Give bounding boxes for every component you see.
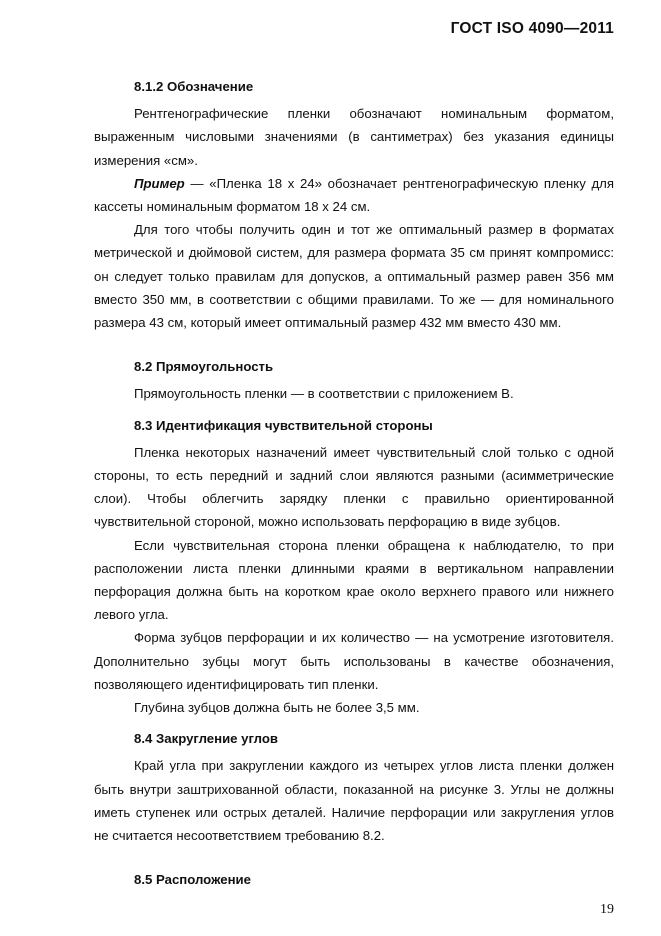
section-heading-8-1-2: 8.1.2 Обозначение — [134, 79, 254, 94]
document-body — [94, 75, 614, 892]
example-text: — «Пленка 18 х 24» обозначает рентгенографическую пленку для кассеты номинальным форматом 18 х 24 см. — [94, 175, 614, 215]
section-heading-8-3: 8.3 Идентификация чувствительной стороны — [134, 417, 433, 433]
paragraph-example — [94, 172, 614, 218]
page-number: 19 — [600, 902, 614, 917]
paragraph-rectangularity: Прямоугольность пленки — в соответствии с приложением В. — [134, 386, 514, 402]
paragraph-corner-rounding: Край угла при закруглении каждого из четырех углов листа пленки должен быть внутри заштрихованной области, показанной на рисунке 3. Углы не должны иметь ступенек или острых деталей. Наличие перфорации или закругления углов не считается несоответствием требованию 8.2. — [94, 758, 614, 844]
document-code-header: ГОСТ ISO 4090—2011 — [450, 20, 614, 37]
paragraph-compromise: Для того чтобы получить один и тот же оптимальный размер в форматах метрической и дюймовой систем, для размера формата 35 см принят компромисс: он следует только правилам для допусков, а оптимальный размер равен 356 мм вместо 350 мм, в соответствии с общими правилами. То же — для номинального размера 43 см, который имеет оптимальный размер 432 мм вместо 430 мм. — [94, 222, 614, 331]
section-heading-8-5: 8.5 Расположение — [134, 872, 251, 888]
section-heading-8-4: 8.4 Закругление углов — [134, 731, 279, 747]
example-label: Пример — [134, 175, 185, 191]
paragraph-perforation-position: Если чувствительная сторона пленки обращена к наблюдателю, то при расположении листа пленки длинными краями в вертикальном направлении перфорация должна быть на коротком крае около верхнего правого или нижнего левого угла. — [94, 537, 614, 623]
paragraph-perforation-shape: Форма зубцов перфорации и их количество — на усмотрение изготовителя. Дополнительно зубцы могут быть использованы в качестве обозначения, позволяющего идентифицировать тип пленки. — [94, 630, 614, 692]
section-heading-8-2: 8.2 Прямоугольность — [134, 359, 274, 375]
paragraph-sensitive-layer: Пленка некоторых назначений имеет чувствительный слой только с одной стороны, то есть передний и задний слои являются разными (асимметрические слои). Чтобы облегчить зарядку пленки с правильно ориентированной чувствительной стороной, можно использовать перфорацию в виде зубцов. — [94, 444, 614, 530]
paragraph-notch-depth: Глубина зубцов должна быть не более 3,5 мм. — [134, 700, 420, 716]
paragraph-designation: Рентгенографические пленки обозначают номинальным форматом, выраженным числовыми значениями (в сантиметрах) без указания единицы измерения «см». — [94, 106, 614, 168]
